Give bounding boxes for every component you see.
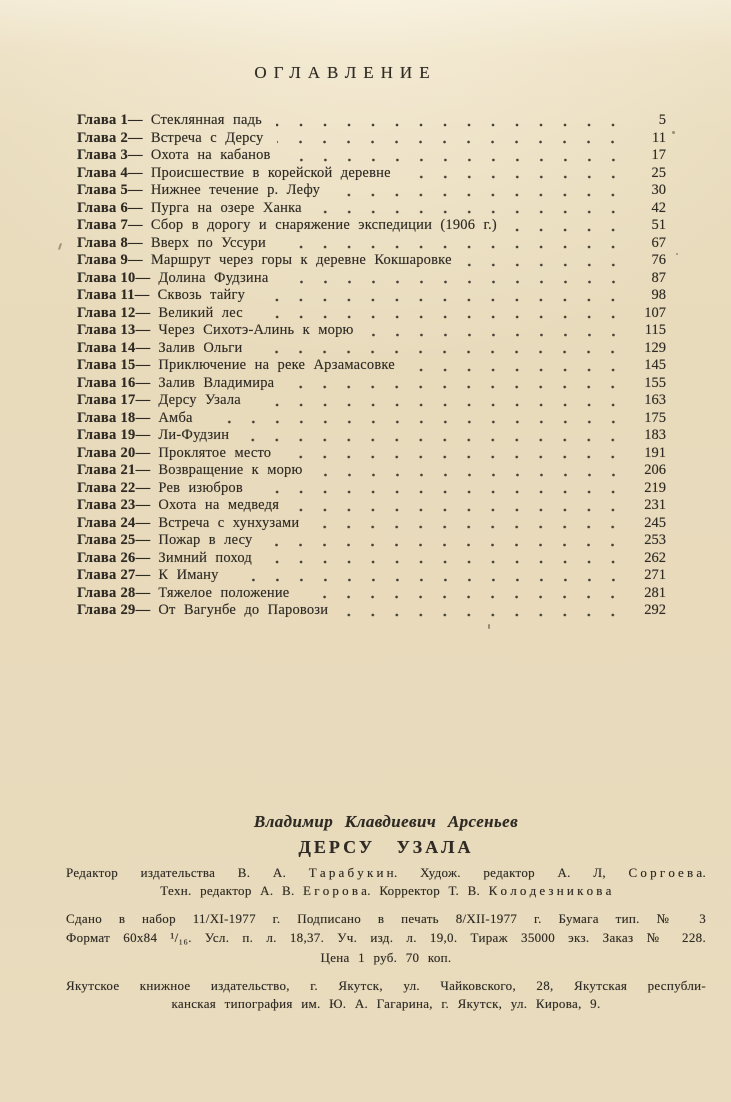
toc-row <box>77 585 666 603</box>
toc-row <box>77 550 666 568</box>
toc-chapter-label: Глава 24— <box>77 514 151 531</box>
toc-page-number: 231 <box>644 497 666 513</box>
toc-entry-title: Амба <box>158 409 193 426</box>
dot-leader <box>409 357 627 375</box>
dot-leader <box>334 182 627 200</box>
toc-chapter-label: Глава 10— <box>77 269 151 286</box>
toc-page-number: 11 <box>652 129 666 146</box>
toc-row <box>77 480 666 498</box>
toc-row <box>77 392 666 410</box>
toc-chapter-label: Глава 7— <box>77 217 143 233</box>
toc-page-number: 219 <box>644 479 666 496</box>
toc-chapter-label: Глава 15— <box>77 357 151 373</box>
toc-row <box>77 340 666 358</box>
dot-leader <box>283 270 628 288</box>
dot-leader <box>368 322 627 340</box>
toc-chapter-label: Глава 9— <box>77 252 143 268</box>
dot-leader <box>266 550 627 568</box>
toc-page-number: 76 <box>651 252 666 268</box>
toc-entry-title: Вверх по Уссури <box>150 234 266 251</box>
dot-leader <box>276 112 627 130</box>
toc-chapter-label: Глава 21— <box>77 462 151 478</box>
toc-row <box>77 270 666 288</box>
toc-row <box>77 235 666 253</box>
toc-list <box>77 112 666 620</box>
toc-entry-title: Через Сихотэ-Алинь к морю <box>158 322 354 338</box>
toc-page-number: 51 <box>651 217 666 233</box>
toc-row <box>77 200 666 218</box>
dot-leader <box>342 602 627 620</box>
toc-page-number: 129 <box>644 339 666 356</box>
toc-chapter-label: Глава 14— <box>77 339 151 356</box>
dot-leader <box>257 480 627 498</box>
paper-speck <box>488 624 490 629</box>
dot-leader <box>257 305 627 323</box>
toc-row <box>77 357 666 375</box>
toc-entry-title: Пожар в лесу <box>158 532 253 548</box>
toc-page-number: 5 <box>658 112 666 128</box>
toc-row <box>77 252 666 270</box>
dot-leader <box>466 252 627 270</box>
colophon-editors-line-2: Техн. редактор А. В. Е г о р о в а. Корректор Т. В. К о л о д е з н и к о в а <box>160 883 612 898</box>
toc-chapter-label: Глава 12— <box>77 304 151 321</box>
dot-leader <box>288 375 627 393</box>
dot-leader <box>285 445 627 463</box>
colophon-editors-line-1: Редактор издательства В. А. Т а р а б у к и н. Худож. редактор А. Л, С о р г о е в а. <box>66 865 706 880</box>
toc-entry-title: Проклятое место <box>158 444 272 461</box>
dot-leader <box>255 392 627 410</box>
toc-row <box>77 445 666 463</box>
toc-page-number: 87 <box>651 269 666 286</box>
dot-leader <box>256 340 627 358</box>
toc-chapter-label: Глава 11— <box>77 287 150 303</box>
toc-page-number: 163 <box>644 392 666 408</box>
toc-entry-title: Стеклянная падь <box>150 112 262 128</box>
colophon-imprint-line-1: Сдано в набор 11/XI-1977 г. Подписано в печать 8/XII-1977 г. Бумага тип. № 3 <box>66 911 706 926</box>
toc-page-number: 155 <box>644 374 666 391</box>
dot-leader <box>280 235 627 253</box>
toc-chapter-label: Глава 28— <box>77 584 151 601</box>
dot-leader <box>207 410 627 428</box>
toc-chapter-label: Глава 25— <box>77 532 151 548</box>
toc-entry-title: Залив Ольги <box>158 339 243 356</box>
toc-page-number: 67 <box>651 234 666 251</box>
toc-entry-title: Охота на кабанов <box>150 147 271 163</box>
colophon-address-line-1: Якутское книжное издательство, г. Якутск, ул. Чайковского, 28, Якутская республи- <box>66 978 706 993</box>
toc-row <box>77 182 666 200</box>
toc-page-number: 292 <box>644 602 666 618</box>
toc-entry-title: Зимний поход <box>158 549 252 566</box>
toc-chapter-label: Глава 23— <box>77 497 151 513</box>
paper-speck <box>676 253 678 255</box>
dot-leader <box>259 287 627 305</box>
toc-row <box>77 147 666 165</box>
toc-chapter-label: Глава 8— <box>77 234 143 251</box>
toc-entry-title: Сбор в дорогу и снаряжение экспедиции (1906 г.) <box>150 217 497 233</box>
toc-row <box>77 375 666 393</box>
dot-leader <box>285 147 627 165</box>
dot-leader <box>316 200 627 218</box>
colophon-address-line-2: канская типография им. Ю. А. Гагарина, г. Якутск, ул. Кирова, 9. <box>171 996 601 1011</box>
toc-page-number: 271 <box>644 567 666 583</box>
toc-entry-title: Ли-Фудзин <box>158 427 230 443</box>
dot-leader <box>405 165 627 183</box>
colophon-imprint-line-2: Формат 60х84 ¹/₁₆. Усл. п. л. 18,37. Уч. изд. л. 19,0. Тираж 35000 экз. Заказ № 228. <box>66 930 706 945</box>
dot-leader <box>317 462 627 480</box>
toc-row <box>77 112 666 130</box>
toc-row <box>77 165 666 183</box>
toc-entry-title: Долина Фудзина <box>158 269 269 286</box>
toc-heading: ОГЛАВЛЕНИЕ <box>254 63 437 82</box>
toc-entry-title: Пурга на озере Ханка <box>150 199 302 216</box>
toc-page-number: 42 <box>651 199 666 216</box>
toc-chapter-label: Глава 6— <box>77 199 143 216</box>
toc-row <box>77 410 666 428</box>
toc-entry-title: Великий лес <box>158 304 243 321</box>
toc-entry-title: Рев изюбров <box>158 479 243 496</box>
toc-chapter-label: Глава 26— <box>77 549 151 566</box>
toc-entry-title: Залив Владимира <box>158 374 275 391</box>
toc-row <box>77 497 666 515</box>
dot-leader <box>313 515 627 533</box>
toc-chapter-label: Глава 13— <box>77 322 151 338</box>
toc-page-number: 98 <box>651 287 666 303</box>
dot-leader <box>243 427 627 445</box>
toc-chapter-label: Глава 18— <box>77 409 151 426</box>
toc-page-number: 206 <box>644 462 666 478</box>
toc-chapter-label: Глава 5— <box>77 182 143 198</box>
paper-speck <box>58 243 62 250</box>
toc-row <box>77 567 666 585</box>
toc-entry-title: К Иману <box>158 567 219 583</box>
dot-leader <box>233 567 627 585</box>
toc-row <box>77 427 666 445</box>
toc-row <box>77 287 666 305</box>
toc-entry-title: Дерсу Узала <box>158 392 241 408</box>
toc-row <box>77 515 666 533</box>
toc-chapter-label: Глава 17— <box>77 392 151 408</box>
toc-row <box>77 130 666 148</box>
toc-entry-title: Встреча с хунхузами <box>158 514 300 531</box>
toc-chapter-label: Глава 27— <box>77 567 151 583</box>
toc-page-number: 145 <box>644 357 666 373</box>
toc-chapter-label: Глава 4— <box>77 164 143 181</box>
toc-entry-title: Возвращение к морю <box>158 462 303 478</box>
toc-row <box>77 322 666 340</box>
toc-page-number: 245 <box>644 514 666 531</box>
toc-page-number: 281 <box>644 584 666 601</box>
toc-page-number: 107 <box>644 304 666 321</box>
toc-page-number: 115 <box>644 322 666 338</box>
dot-leader <box>293 497 627 515</box>
toc-page-number: 30 <box>651 182 666 198</box>
toc-entry-title: Тяжелое положение <box>158 584 290 601</box>
toc-entry-title: Приключение на реке Арзамасовке <box>158 357 395 373</box>
toc-chapter-label: Глава 1— <box>77 112 143 128</box>
toc-entry-title: Маршрут через горы к деревне Кокшаровке <box>150 252 452 268</box>
toc-entry-title: От Вагунбе до Паровози <box>158 602 329 618</box>
toc-page-number: 183 <box>644 427 666 443</box>
toc-page-number: 17 <box>651 147 666 163</box>
toc-chapter-label: Глава 3— <box>77 147 143 163</box>
toc-entry-title: Встреча с Дерсу <box>150 129 264 146</box>
colophon-book-title: ДЕРСУ УЗАЛА <box>298 837 474 857</box>
toc-chapter-label: Глава 22— <box>77 479 151 496</box>
toc-entry-title: Происшествие в корейской деревне <box>150 164 391 181</box>
toc-row <box>77 532 666 550</box>
colophon-author: Владимир Клавдиевич Арсеньев <box>253 812 519 831</box>
toc-page-number: 25 <box>651 164 666 181</box>
dot-leader <box>266 532 627 550</box>
colophon-price-line: Цена 1 руб. 70 коп. <box>320 950 452 965</box>
toc-chapter-label: Глава 16— <box>77 374 151 391</box>
dot-leader <box>277 130 627 148</box>
toc-page-number: 253 <box>644 532 666 548</box>
toc-row <box>77 602 666 620</box>
toc-page-number: 175 <box>644 409 666 426</box>
toc-row <box>77 462 666 480</box>
toc-page-number: 262 <box>644 549 666 566</box>
toc-chapter-label: Глава 2— <box>77 129 143 146</box>
toc-entry-title: Нижнее течение р. Лефу <box>150 182 321 198</box>
toc-row <box>77 217 666 235</box>
dot-leader <box>511 217 627 235</box>
toc-entry-title: Сквозь тайгу <box>157 287 246 303</box>
dot-leader <box>303 585 627 603</box>
toc-chapter-label: Глава 29— <box>77 602 151 618</box>
toc-page-number: 191 <box>644 444 666 461</box>
toc-chapter-label: Глава 19— <box>77 427 151 443</box>
paper-speck <box>672 131 675 134</box>
toc-row <box>77 305 666 323</box>
toc-chapter-label: Глава 20— <box>77 444 151 461</box>
toc-entry-title: Охота на медведя <box>158 497 280 513</box>
